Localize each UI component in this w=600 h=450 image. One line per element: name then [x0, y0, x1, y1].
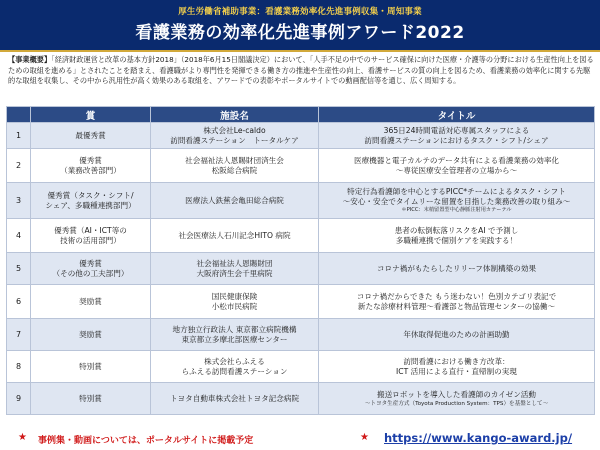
row-facility-line: 株式会社Le-caldo — [203, 125, 266, 135]
row-prize-line: 優秀賞（AI・ICT等の — [54, 225, 127, 235]
row-facility — [151, 383, 319, 415]
row-facility-line: 東京都立多摩北部医療センター — [181, 334, 288, 344]
row-facility-line: 地方独立行政法人 東京都立病院機構 — [172, 324, 297, 334]
header-title: タイトル — [319, 107, 595, 123]
table-row — [7, 149, 595, 183]
table-row — [7, 351, 595, 383]
page-title: 看護業務の効率化先進事例アワード2022 — [135, 23, 465, 43]
star-icon: ★ — [18, 432, 27, 443]
row-title — [319, 351, 595, 383]
header-prize: 賞 — [31, 107, 151, 123]
row-facility-line: 松阪総合病院 — [211, 165, 258, 175]
row-facility-line: 国民健康保険 — [211, 291, 258, 301]
row-prize-line: 優秀賞（タスク・シフト/ — [47, 190, 134, 200]
row-title-line: コロナ禍がもたらしたリリーフ体制構築の効果 — [376, 263, 537, 273]
page-footer — [0, 430, 600, 450]
row-prize-line: 優秀賞 — [79, 258, 102, 268]
footer-note: 事例集・動画については、ポータルサイトに掲載予定 — [38, 436, 254, 446]
row-prize — [31, 351, 151, 383]
row-facility — [151, 319, 319, 351]
row-facility-line: 株式会社らふえる — [204, 356, 265, 366]
summary-tag: 【事業概要】 — [8, 55, 52, 64]
table-row — [7, 183, 595, 219]
row-title-line: ～安心・安全でタイムリーな留置を目指した業務改善の取り組み～ — [342, 197, 571, 206]
row-prize — [31, 319, 151, 351]
row-facility-line: 社会福祉法人恩賜財団済生会 — [185, 155, 284, 165]
row-title-line: ～トヨタ生産方式（Toyota Production System：TPS）を基盤として～ — [364, 400, 549, 407]
row-prize — [31, 149, 151, 183]
row-num — [7, 383, 31, 415]
row-num-line: 5 — [15, 263, 22, 273]
row-prize-line: 奨励賞 — [79, 329, 102, 339]
row-num-line: 2 — [15, 160, 22, 170]
row-prize-line: シェア、多職種連携部門） — [45, 200, 136, 210]
row-title-line: 医療機器と電子カルテのデータ共有による看護業務の効率化 — [353, 155, 560, 165]
row-title-line: 搬送ロボットを導入した看護師のカイゼン活動 — [376, 389, 536, 399]
row-facility — [151, 351, 319, 383]
page-header — [0, 0, 600, 50]
table-header-row — [7, 107, 595, 123]
header-facility: 施設名 — [151, 107, 319, 123]
row-prize-line: 技術の活用部門） — [60, 235, 121, 245]
row-prize — [31, 123, 151, 149]
row-num — [7, 149, 31, 183]
row-facility-line: 訪問看護ステーション トータルケア — [170, 135, 299, 145]
row-prize — [31, 383, 151, 415]
row-facility-line: 大阪府済生会千里病院 — [196, 268, 273, 278]
row-prize-line: （業務改善部門） — [60, 165, 121, 175]
row-title — [319, 123, 595, 149]
row-num — [7, 183, 31, 219]
row-num-line: 6 — [15, 296, 22, 306]
row-title-footnote: ＊PICC：末梢留置型中心静脈注射用カテーテル — [401, 207, 512, 213]
row-facility — [151, 149, 319, 183]
row-title-line: 特定行為看護師を中心とするPICC*チームによるタスク・シフト — [347, 187, 566, 196]
row-facility-line: トヨタ自動車株式会社トヨタ記念病院 — [169, 393, 300, 403]
row-prize-line: 奨励賞 — [79, 296, 102, 306]
row-title-line: 訪問看護における働き方改革： — [403, 356, 510, 366]
portal-link[interactable]: https://www.kango-award.jp/ — [384, 431, 573, 445]
table-row — [7, 319, 595, 351]
row-title-line: 患者の転倒転落リスクをAI で予測し — [394, 225, 519, 235]
row-num-line: 8 — [15, 361, 22, 371]
header-divider — [0, 50, 600, 52]
row-prize — [31, 183, 151, 219]
row-facility — [151, 219, 319, 253]
row-title — [319, 383, 595, 415]
row-title-line: コロナ禍だからできた もう迷わない！色別カテゴリ表記で — [356, 291, 557, 301]
row-facility-line: 社会医療法人石川記念HITO 病院 — [178, 230, 291, 240]
star-icon: ★ — [360, 432, 369, 443]
table-row — [7, 123, 595, 149]
row-title-line: 365日24時間電話対応専属スタッフによる — [383, 125, 530, 135]
table-row — [7, 219, 595, 253]
row-title — [319, 319, 595, 351]
summary-text: 「経済財政運営と改革の基本方針2018」（2018年6月15日閣議決定）において、「人手不足の中でのサービス確保に向けた医療・介護等の分野における生産性向上を図るための取組を進める」とされたことを踏まえ、看護職がより専門性を発揮できる働き方の推進や生産性の向上、看護サービスの質の向上を図るため、看護業務の効率化に関する先駆的な取組を収集し、その中から汎用性が高く効果のある取組を、アワードでの表彰やポータルサイトでの動画配信等を通じ、広く周知する。 — [8, 55, 594, 86]
row-prize-line: （その他の工夫部門） — [52, 268, 129, 278]
row-num-line: 7 — [15, 329, 22, 339]
row-prize — [31, 253, 151, 285]
row-facility-line: 医療法人鉄蕉会亀田総合病院 — [185, 195, 284, 205]
row-title-line: ICT 活用による直行・直帰制の実現 — [396, 366, 517, 376]
row-title-line: 多職種連携で個別ケアを実践する！ — [395, 235, 518, 245]
row-num-line: 4 — [15, 230, 22, 240]
row-num — [7, 253, 31, 285]
row-facility — [151, 285, 319, 319]
row-title — [319, 253, 595, 285]
page-subtitle: 厚生労働省補助事業：看護業務効率化先進事例収集・周知事業 — [178, 7, 422, 17]
row-title-line: 訪問看護ステーションにおけるタスク・シフト/シェア — [364, 135, 549, 145]
awards-table — [6, 106, 595, 415]
row-title — [319, 285, 595, 319]
row-prize-line: 特別賞 — [79, 393, 102, 403]
table-row — [7, 285, 595, 319]
row-num — [7, 123, 31, 149]
row-num — [7, 319, 31, 351]
row-title — [319, 149, 595, 183]
table-row — [7, 253, 595, 285]
row-facility-line: 小松市民病院 — [211, 301, 258, 311]
row-title-line: 新たな診療材料管理～看護部と物品管理センターの協働～ — [357, 301, 556, 311]
row-prize-line: 特別賞 — [79, 361, 102, 371]
row-facility — [151, 123, 319, 149]
row-facility-line: 社会福祉法人恩賜財団 — [196, 258, 273, 268]
row-facility — [151, 253, 319, 285]
row-facility — [151, 183, 319, 219]
row-prize — [31, 285, 151, 319]
header-num — [7, 107, 31, 123]
row-num — [7, 219, 31, 253]
row-facility-line: らふえる訪問看護ステーション — [181, 366, 288, 376]
row-num-line: 3 — [15, 195, 22, 205]
row-num — [7, 351, 31, 383]
project-summary — [8, 55, 594, 87]
row-num — [7, 285, 31, 319]
row-num-line: 1 — [15, 130, 22, 140]
row-num-line: 9 — [15, 393, 22, 403]
row-prize-line: 優秀賞 — [79, 155, 102, 165]
awards-table-body — [7, 123, 595, 415]
row-title-line: 年休取得促進のための計画助勤 — [403, 329, 510, 339]
row-title-line: ～専従医療安全管理者の立場から～ — [395, 165, 518, 175]
row-prize-line: 最優秀賞 — [75, 130, 106, 140]
row-title — [319, 183, 595, 219]
table-row — [7, 383, 595, 415]
row-title — [319, 219, 595, 253]
row-prize — [31, 219, 151, 253]
